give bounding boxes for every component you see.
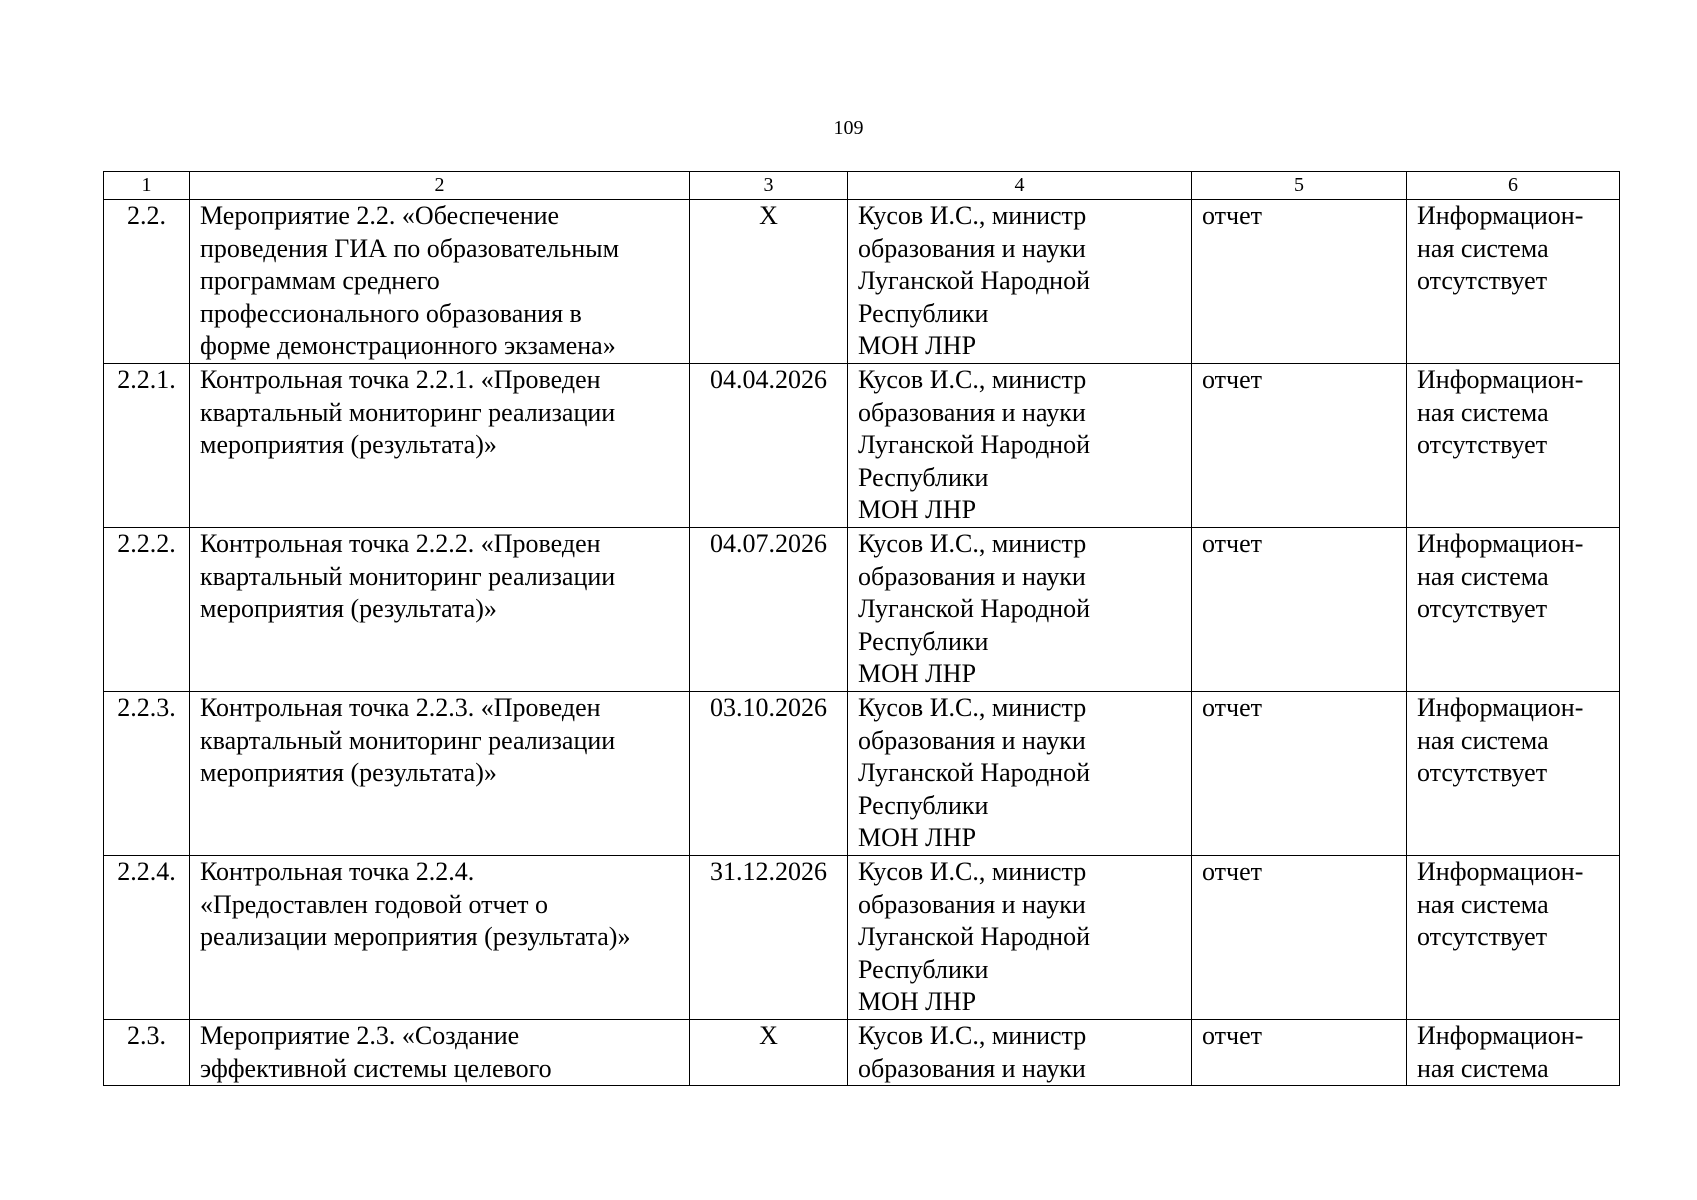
responsible-line: Луганской Народной: [858, 758, 1090, 788]
info-system-line: ная система: [1417, 1053, 1549, 1083]
activity-name-line: квартальный мониторинг реализации: [200, 561, 616, 591]
document-type-cell: [1192, 692, 1407, 856]
table-row: [104, 856, 1620, 1020]
row-number: 2.2.4.: [117, 857, 176, 886]
row-number-cell: [104, 200, 190, 364]
activity-name-line: Контрольная точка 2.2.1. «Проведен: [200, 365, 601, 394]
row-number: 2.2.: [127, 201, 166, 230]
info-system-line: ная система: [1417, 725, 1549, 755]
responsible-line: МОН ЛНР: [858, 987, 977, 1017]
responsible-line: образования и науки: [858, 1053, 1086, 1083]
responsible-cell: [848, 200, 1192, 364]
table-row: [104, 364, 1620, 528]
deadline-value: 04.07.2026: [710, 529, 827, 558]
deadline-cell: [690, 200, 848, 364]
info-system-line: Информацион-: [1417, 529, 1584, 558]
header-cell: 1: [104, 172, 190, 200]
activity-name-line: Контрольная точка 2.2.2. «Проведен: [200, 529, 601, 558]
activity-name-cell: [190, 528, 690, 692]
activity-name-line: Мероприятие 2.3. «Создание: [200, 1021, 520, 1050]
responsible-line: Луганской Народной: [858, 430, 1090, 460]
info-system-line: отсутствует: [1417, 594, 1548, 624]
responsible-line: Республики: [858, 626, 989, 656]
row-number-cell: [104, 1020, 190, 1086]
info-system-cell: [1407, 200, 1620, 364]
responsible-line: МОН ЛНР: [858, 331, 977, 361]
responsible-line: Республики: [858, 462, 989, 492]
row-number-cell: [104, 364, 190, 528]
responsible-cell: [848, 528, 1192, 692]
plan-table: [103, 171, 1620, 1086]
info-system-line: ная система: [1417, 561, 1549, 591]
table-row: [104, 1020, 1620, 1086]
activity-name-cell: [190, 1020, 690, 1086]
info-system-cell: [1407, 364, 1620, 528]
activity-name-line: Контрольная точка 2.2.4.: [200, 857, 475, 886]
responsible-line: МОН ЛНР: [858, 823, 977, 853]
row-number-cell: [104, 692, 190, 856]
row-number: 2.2.3.: [117, 693, 176, 722]
info-system-cell: [1407, 528, 1620, 692]
page-number: 109: [833, 117, 864, 139]
document-type-cell: [1192, 200, 1407, 364]
activity-name-line: Мероприятие 2.2. «Обеспечение: [200, 201, 560, 230]
responsible-line: МОН ЛНР: [858, 659, 977, 689]
info-system-line: отсутствует: [1417, 430, 1548, 460]
document-type: отчет: [1202, 201, 1262, 230]
activity-name-line: квартальный мониторинг реализации: [200, 725, 616, 755]
info-system-line: ная система: [1417, 889, 1549, 919]
info-system-line: Информацион-: [1417, 857, 1584, 886]
activity-name-line: проведения ГИА по образовательным: [200, 233, 620, 263]
activity-name-cell: [190, 856, 690, 1020]
row-number-cell: [104, 856, 190, 1020]
info-system-line: отсутствует: [1417, 922, 1548, 952]
header-row: [104, 172, 1620, 200]
activity-name-line: эффективной системы целевого: [200, 1053, 552, 1083]
document-type-cell: [1192, 856, 1407, 1020]
responsible-line: образования и науки: [858, 889, 1086, 919]
document-type-cell: [1192, 364, 1407, 528]
responsible-line: Республики: [858, 954, 989, 984]
info-system-cell: [1407, 1020, 1620, 1086]
document-type: отчет: [1202, 1021, 1262, 1050]
header-cell: 5: [1192, 172, 1407, 200]
document-type: отчет: [1202, 529, 1262, 558]
activity-name-line: программам среднего: [200, 266, 440, 296]
responsible-line: Кусов И.С., министр: [858, 857, 1087, 886]
row-number-cell: [104, 528, 190, 692]
responsible-line: Кусов И.С., министр: [858, 1021, 1087, 1050]
responsible-line: образования и науки: [858, 397, 1086, 427]
deadline-cell: [690, 1020, 848, 1086]
activity-name-line: реализации мероприятия (результата)»: [200, 922, 631, 952]
responsible-line: Кусов И.С., министр: [858, 693, 1087, 722]
document-type: отчет: [1202, 365, 1262, 394]
deadline-value: 04.04.2026: [710, 365, 827, 394]
deadline-value: X: [759, 1021, 778, 1050]
row-number: 2.2.1.: [117, 365, 176, 394]
activity-name-line: квартальный мониторинг реализации: [200, 397, 616, 427]
info-system-line: отсутствует: [1417, 266, 1548, 296]
info-system-line: Информацион-: [1417, 201, 1584, 230]
table-row: [104, 200, 1620, 364]
responsible-line: Кусов И.С., министр: [858, 201, 1087, 230]
responsible-line: Луганской Народной: [858, 922, 1090, 952]
responsible-line: Луганской Народной: [858, 266, 1090, 296]
table-row: [104, 528, 1620, 692]
document-type-cell: [1192, 1020, 1407, 1086]
activity-name-line: Контрольная точка 2.2.3. «Проведен: [200, 693, 601, 722]
table-row: [104, 692, 1620, 856]
responsible-line: образования и науки: [858, 725, 1086, 755]
info-system-line: ная система: [1417, 397, 1549, 427]
info-system-line: Информацион-: [1417, 1021, 1584, 1050]
responsible-cell: [848, 1020, 1192, 1086]
responsible-line: Республики: [858, 790, 989, 820]
row-number: 2.3.: [127, 1021, 166, 1050]
info-system-line: отсутствует: [1417, 758, 1548, 788]
deadline-value: 31.12.2026: [710, 857, 827, 886]
row-number: 2.2.2.: [117, 529, 176, 558]
responsible-line: Республики: [858, 298, 989, 328]
responsible-line: МОН ЛНР: [858, 495, 977, 525]
info-system-cell: [1407, 692, 1620, 856]
header-cell: 3: [690, 172, 848, 200]
deadline-value: X: [759, 201, 778, 230]
responsible-line: Кусов И.С., министр: [858, 529, 1087, 558]
activity-name-cell: [190, 692, 690, 856]
activity-name-line: мероприятия (результата)»: [200, 430, 497, 460]
activity-name-cell: [190, 364, 690, 528]
activity-name-cell: [190, 200, 690, 364]
activity-name-line: мероприятия (результата)»: [200, 758, 497, 788]
document-type: отчет: [1202, 693, 1262, 722]
activity-name-line: форме демонстрационного экзамена»: [200, 331, 616, 361]
info-system-line: Информацион-: [1417, 365, 1584, 394]
header-cell: 4: [848, 172, 1192, 200]
responsible-cell: [848, 692, 1192, 856]
activity-name-line: профессионального образования в: [200, 298, 582, 328]
deadline-value: 03.10.2026: [710, 693, 827, 722]
responsible-line: Луганской Народной: [858, 594, 1090, 624]
responsible-line: образования и науки: [858, 561, 1086, 591]
header-cell: 2: [190, 172, 690, 200]
header-cell: 6: [1407, 172, 1620, 200]
deadline-cell: [690, 692, 848, 856]
activity-name-line: мероприятия (результата)»: [200, 594, 497, 624]
info-system-line: Информацион-: [1417, 693, 1584, 722]
responsible-line: образования и науки: [858, 233, 1086, 263]
info-system-line: ная система: [1417, 233, 1549, 263]
deadline-cell: [690, 364, 848, 528]
responsible-line: Кусов И.С., министр: [858, 365, 1087, 394]
document-type: отчет: [1202, 857, 1262, 886]
deadline-cell: [690, 528, 848, 692]
table-body: [104, 200, 1620, 1086]
deadline-cell: [690, 856, 848, 1020]
info-system-cell: [1407, 856, 1620, 1020]
document-type-cell: [1192, 528, 1407, 692]
activity-name-line: «Предоставлен годовой отчет о: [200, 889, 548, 919]
responsible-cell: [848, 856, 1192, 1020]
responsible-cell: [848, 364, 1192, 528]
